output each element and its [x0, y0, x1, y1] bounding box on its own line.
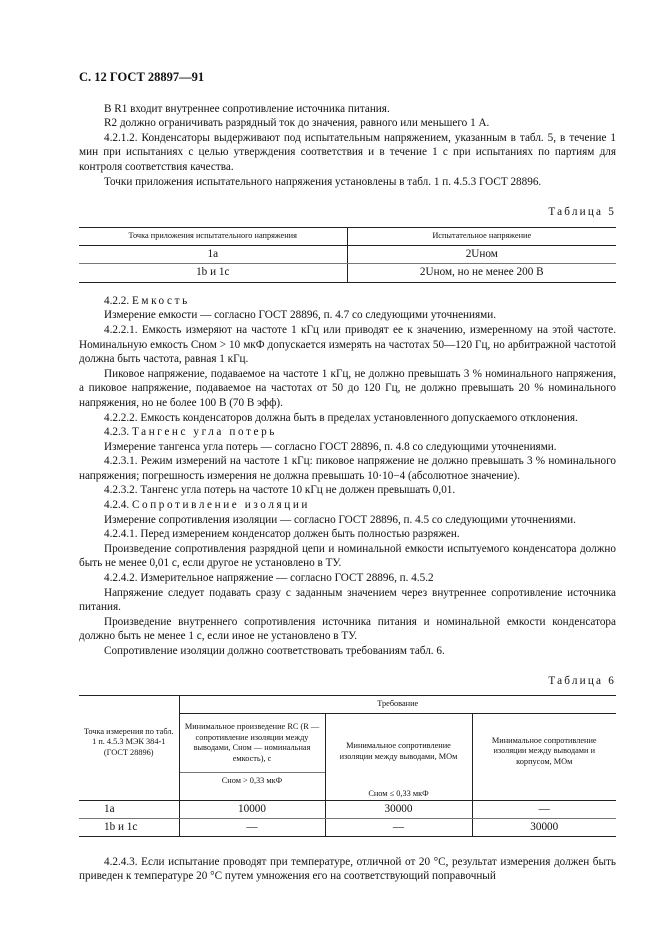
table-header-row [79, 789, 616, 800]
table-5 [79, 227, 616, 283]
table-header-cell: Минимальное сопротивление изоляции между выводами и корпусом, МОм [491, 735, 597, 766]
table-5-caption: Таблица 5 [548, 206, 616, 219]
table-header-cell: Минимальное произведение RC (R — сопротивление изоляции между выводами, Cном — номинальная емкость), с [179, 714, 325, 773]
table-cell: 30000 [472, 818, 616, 836]
paragraph: 4.2.3.2. Тангенс угла потерь на частоте 10 кГц не должен превышать 0,01. [104, 484, 456, 497]
table-spacer-cell [472, 789, 616, 800]
paragraph: 4.2.3.1. Режим измерений на частоте 1 кГц: пиковое напряжение не должно превышать 3 % номинального напряжения; погрешность измерения не должна превышать 10·10−4 (абсолютное значение). [79, 455, 616, 482]
section-heading [79, 498, 616, 513]
section-heading [79, 294, 616, 309]
table-spacer-cell [179, 789, 325, 800]
table-cell: 1b и 1с [79, 263, 347, 282]
section-number: 4.2.3. [104, 426, 130, 439]
paragraph: Точки приложения испытательного напряжения установлены в табл. 1 п. 4.5.3 ГОСТ 28896. [104, 175, 542, 188]
paragraph: Измерение тангенса угла потерь — согласно ГОСТ 28896, п. 4.8 со следующими уточнениями. [104, 440, 557, 453]
paragraph: Сопротивление изоляции должно соответствовать требованиям табл. 6. [104, 645, 445, 657]
paragraph: Произведение сопротивления разрядной цепи и номинальной емкости испытуемого конденсатора должно быть не менее 0,01 с, если другое не установлено в ТУ. [79, 542, 616, 570]
document-page [79, 64, 616, 884]
paragraph: 4.2.1.2. Конденсаторы выдерживают под испытательным напряжением, указанным в табл. 5, в течение 1 мин при испытаниях с целью утверждения соответствия и в течение 1 с при испытаниях по партиям для контроля соответствия качества. [79, 131, 616, 173]
table-row [79, 245, 616, 263]
paragraph: 4.2.4.3. Если испытание проводят при температуре, отличной от 20 °С, результат измерения должен быть приведен к температуре 20 °С путем умножения его на соответствующий поправочный [79, 855, 616, 883]
table-header-cell: Минимальное сопротивление изоляции между выводами, МОм [325, 714, 472, 790]
section-title: Сопротивление изоляции [131, 499, 311, 512]
table-cell: 2Uном [347, 245, 616, 263]
section-title: Тангенс угла потерь [131, 426, 277, 439]
table-condition-cell: Cном ≤ 0,33 мкФ [325, 789, 472, 800]
paragraph: Измерение емкости — согласно ГОСТ 28896, п. 4.7 со следующими уточнениями. [104, 309, 497, 322]
paragraph: R2 должно ограничивать разрядный ток до значения, равного или меньшего 1 А. [104, 117, 490, 130]
table-cell: 1а [79, 800, 179, 818]
paragraph: Пиковое напряжение, подаваемое на частоте 1 кГц, не должно превышать 3 % номинального напряжения, а пиковое напряжение, подаваемое на частотах от 50 до 120 Гц, не должно превышать 20 % номинального напряжения, но не более 100 В (70 В эфф). [79, 367, 616, 409]
section-title: Емкость [131, 294, 190, 307]
section-number: 4.2.4. [104, 499, 130, 512]
section-number: 4.2.2. [104, 294, 130, 307]
paragraph: 4.2.2.2. Емкость конденсаторов должна быть в пределах установленного допускаемого отклонения. [104, 411, 578, 424]
table-header-cell: Испытательное напряжение [347, 227, 616, 245]
table-header-cell: Точка приложения испытательного напряжения [79, 227, 347, 245]
table-cell: 10000 [179, 800, 325, 818]
page-header: С. 12 ГОСТ 28897—91 [79, 70, 205, 84]
paragraph: 4.2.2.1. Емкость измеряют на частоте 1 кГц или приводят ее к значению, измеренному на этой частоте. Номинальную емкость Cном > 10 мкФ допускается измерять на частотах 50—120 Гц, но арбитражной частотой должна быть частота, равная 1 кГц. [79, 323, 616, 366]
table-cell: — [179, 818, 325, 836]
table-cell: 1а [79, 245, 347, 263]
table-cell: 2Uном, но не менее 200 В [347, 263, 616, 282]
table-6 [79, 695, 616, 837]
paragraph: Измерение сопротивления изоляции — согласно ГОСТ 28896, п. 4.5 со следующими уточнениями. [104, 513, 576, 526]
table-cell: — [472, 800, 616, 818]
table-header-row [79, 227, 616, 245]
table-spacer-cell [79, 789, 179, 800]
table-cell: 30000 [325, 800, 472, 818]
table-header-row [79, 696, 616, 714]
paragraph: 4.2.4.2. Измерительное напряжение — согласно ГОСТ 28896, п. 4.5.2 [104, 572, 434, 585]
paragraph: Напряжение следует подавать сразу с заданным значением через внутреннее сопротивление источника питания. [79, 586, 616, 614]
table-row [79, 818, 616, 836]
paragraph: 4.2.4.1. Перед измерением конденсатор должен быть полностью разряжен. [104, 528, 460, 541]
table-cell: — [325, 818, 472, 836]
table-condition-cell: Cном > 0,33 мкФ [179, 773, 325, 790]
table-row [79, 263, 616, 282]
table-header-cell: Точка измерения по табл. 1 п. 4.5.3 МЭК 384-1 (ГОСТ 28896) [79, 696, 179, 790]
paragraph: Произведение внутреннего сопротивления источника питания и номинальной емкости конденсатора должно быть не менее 1 с, если иное не установлено в ТУ. [79, 615, 616, 643]
table-cell: 1b и 1с [79, 818, 179, 836]
table-group-header: Требование [179, 696, 616, 714]
table-6-caption: Таблица 6 [548, 674, 616, 687]
paragraph: В R1 входит внутреннее сопротивление источника питания. [104, 102, 390, 115]
table-row [79, 800, 616, 818]
section-heading [79, 425, 616, 440]
